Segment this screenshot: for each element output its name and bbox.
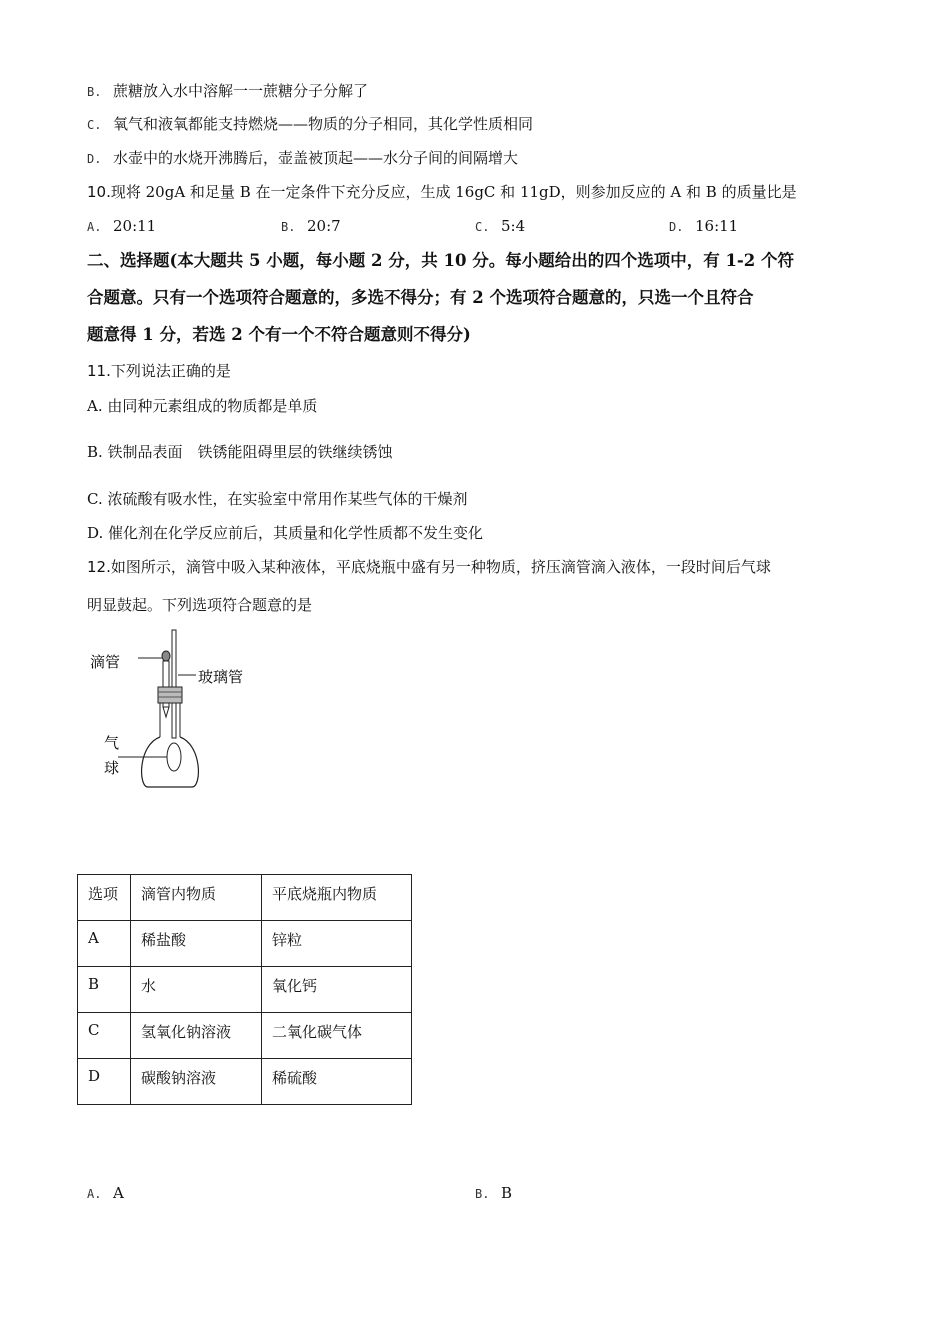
option-label: B. [475, 1187, 490, 1201]
dropper-tip [163, 707, 169, 717]
q10-option-d [669, 216, 738, 237]
q9-option-c [87, 114, 533, 135]
q9-option-d [87, 148, 518, 169]
q11-option-b: B. 铁制品表面 铁锈能阻碍里层的铁继续锈蚀 [87, 443, 393, 461]
dropper-bulb [162, 651, 170, 661]
section2-heading-line2: 合题意。只有一个选项符合题意的，多选不得分；有 2 个选项符合题意的，只选一个且符合 [87, 288, 754, 307]
q9-option-b [87, 81, 368, 102]
option-label: A. [87, 220, 102, 234]
table-cell: 锌粒 [262, 921, 412, 967]
table-cell: 氢氧化钠溶液 [131, 1013, 262, 1059]
question-number: 10 [87, 183, 107, 201]
question-number: 12 [87, 558, 107, 576]
option-text: 20:7 [307, 217, 341, 235]
section2-heading-line1: 二、选择题(本大题共 5 小题，每小题 2 分，共 10 分。每小题给出的四个选项中，有 1-2 个符 [87, 251, 794, 270]
q10-option-c [475, 216, 525, 237]
q12-option-b [475, 1183, 512, 1204]
q10-option-a [87, 216, 156, 237]
option-label: B. [281, 220, 296, 234]
table-cell: A [78, 921, 131, 967]
table-row [78, 1013, 412, 1059]
table-row [78, 1059, 412, 1105]
option-text: 水壶中的水烧开沸腾后，壶盖被顶起——水分子间的间隔增大 [113, 149, 519, 167]
option-text: 16:11 [695, 217, 739, 235]
q11-stem [87, 361, 231, 381]
table-cell: 二氧化碳气体 [262, 1013, 412, 1059]
table-header-row [78, 875, 412, 921]
question-text: .下列说法正确的是 [106, 362, 231, 380]
table-row [78, 921, 412, 967]
table-row [78, 967, 412, 1013]
q12-stem-line1 [87, 557, 771, 577]
dropper-label: 滴管 [90, 653, 121, 671]
q10-option-b [281, 216, 341, 237]
glass-tube [172, 630, 176, 738]
table-header-cell: 选项 [78, 875, 131, 921]
balloon [167, 743, 181, 771]
table-cell: 稀盐酸 [131, 921, 262, 967]
option-label: C. [87, 118, 102, 132]
table-cell: 碳酸钠溶液 [131, 1059, 262, 1105]
q12-stem-line2: 明显鼓起。下列选项符合题意的是 [87, 596, 313, 614]
question-text: .现将 20gA 和足量 B 在一定条件下充分反应，生成 16gC 和 11gD，则参加反应的 A 和 B 的质量比是 [106, 183, 797, 201]
table-cell: D [78, 1059, 131, 1105]
q12-options-table [77, 874, 412, 1105]
balloon-label-2: 球 [104, 759, 120, 777]
option-text: 氧气和液氧都能支持燃烧——物质的分子相同，其化学性质相同 [113, 115, 534, 133]
q11-option-a: A. 由同种元素组成的物质都是单质 [87, 397, 318, 415]
table-cell: 氧化钙 [262, 967, 412, 1013]
table-cell: B [78, 967, 131, 1013]
option-text: B [501, 1184, 513, 1202]
q11-option-c: C. 浓硫酸有吸水性，在实验室中常用作某些气体的干燥剂 [87, 490, 468, 508]
stopper [158, 687, 182, 703]
question-text: .如图所示，滴管中吸入某种液体，平底烧瓶中盛有另一种物质，挤压滴管滴入液体，一段时间后气球 [106, 558, 771, 576]
table-cell: C [78, 1013, 131, 1059]
option-label: B. [87, 85, 102, 99]
question-number: 11 [87, 362, 107, 380]
option-text: 20:11 [113, 217, 157, 235]
section2-heading-line3: 题意得 1 分，若选 2 个有一个不符合题意则不得分) [87, 325, 471, 344]
q12-option-a [87, 1183, 124, 1204]
option-label: C. [475, 220, 490, 234]
table-cell: 稀硫酸 [262, 1059, 412, 1105]
option-text: A [113, 1184, 124, 1202]
glass-tube-label: 玻璃管 [198, 668, 244, 686]
flask-apparatus-figure [86, 625, 266, 795]
option-label: D. [87, 152, 102, 166]
option-label: A. [87, 1187, 102, 1201]
q10-stem [87, 182, 797, 202]
q11-option-d: D. 催化剂在化学反应前后，其质量和化学性质都不发生变化 [87, 524, 484, 542]
balloon-label-1: 气 [104, 734, 120, 752]
option-text: 5:4 [501, 217, 526, 235]
option-text: 蔗糖放入水中溶解一一蔗糖分子分解了 [113, 82, 369, 100]
table-header-cell: 滴管内物质 [131, 875, 262, 921]
table-cell: 水 [131, 967, 262, 1013]
option-label: D. [669, 220, 684, 234]
table-header-cell: 平底烧瓶内物质 [262, 875, 412, 921]
